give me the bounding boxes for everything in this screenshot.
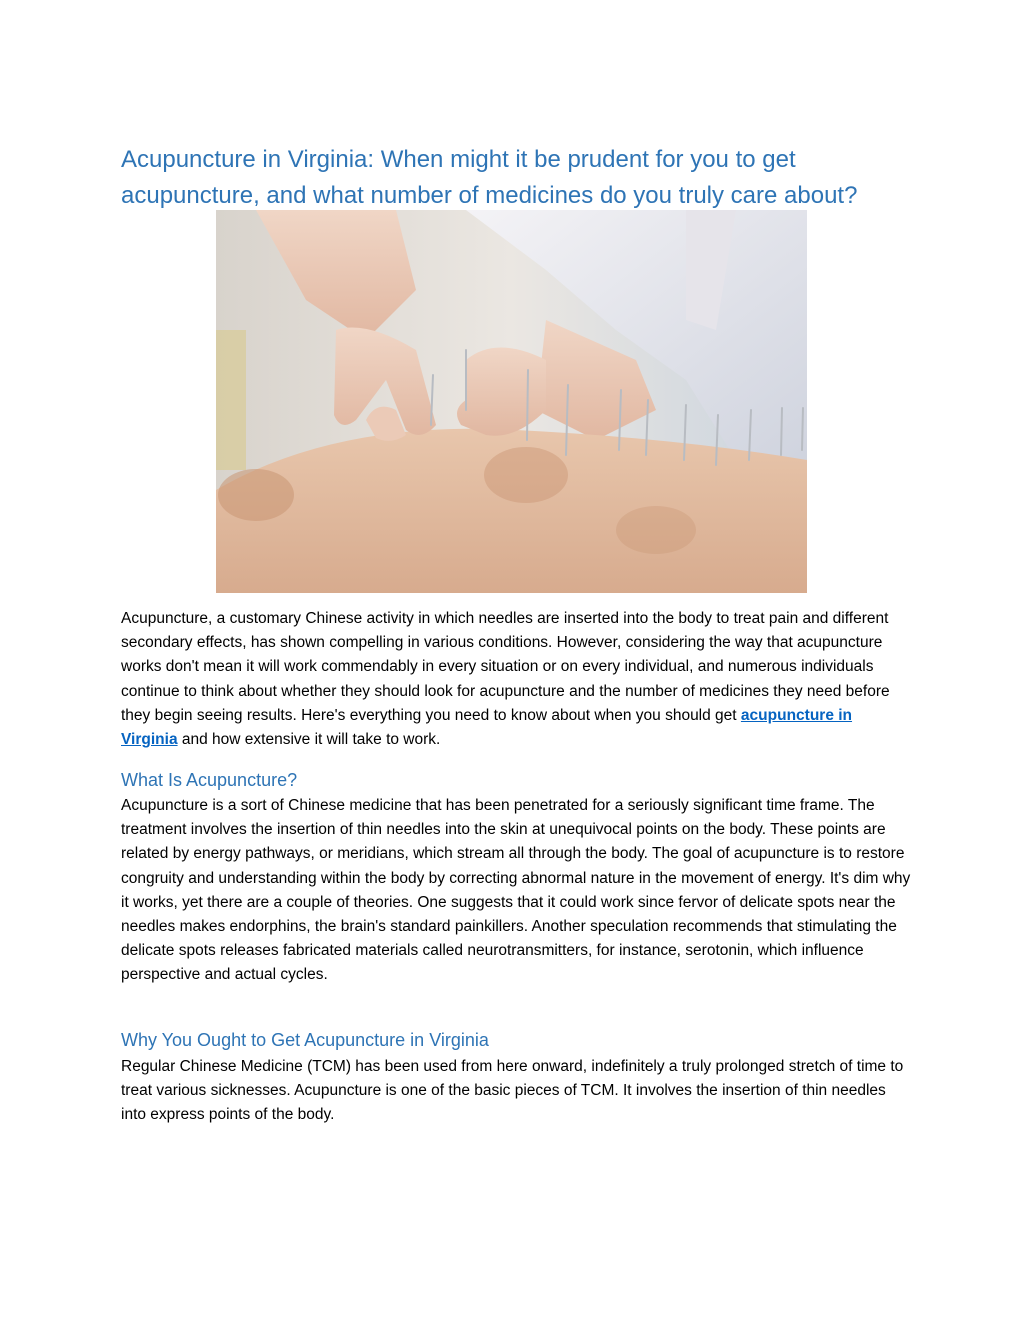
- section-heading-why-get-acupuncture: Why You Ought to Get Acupuncture in Virginia: [121, 1030, 489, 1050]
- acupuncture-photo-graphic: [216, 210, 807, 593]
- section-heading-what-is-acupuncture: What Is Acupuncture?: [121, 770, 298, 790]
- intro-text-before-link: Acupuncture, a customary Chinese activity in which needles are inserted into the body to treat pain and different secondary effects, has shown compelling in various conditions. However, considering the way that acupuncture works don't mean it will work commendably in every situation or on every individual, and numerous individuals continue to think about whether they should look for acupuncture and the number of medicines they need before they begin seeing results. Here's everything you need to know about when you should get: [121, 610, 890, 724]
- acupuncture-photo: [216, 210, 807, 593]
- acupuncture-in-virginia-link[interactable]: acupuncture in Virginia: [121, 706, 853, 749]
- intro-text-after-link: and how extensive it will take to work.: [177, 731, 441, 749]
- section-body-what-is-acupuncture: Acupuncture is a sort of Chinese medicine that has been penetrated for a seriously significant time frame. The treatment involves the insertion of thin needles into the skin at unequivocal points on the body. These points are related by energy pathways, or meridians, which stream all through the body. The goal of acupuncture is to restore congruity and understanding within the body by correcting abnormal nature in the movement of energy. It's dim why it works, yet there are a couple of theories. One suggests that it could work since fervor of delicate spots near the needles makes endorphins, the brain's standard painkillers. Another speculation recommends that stimulating the delicate spots releases fabricated materials called neurotransmitters, for instance, serotonin, which influence perspective and actual cycles.: [121, 797, 911, 984]
- page-title: Acupuncture in Virginia: When might it be prudent for you to get acupuncture, and what number of medicines do you truly care about?: [121, 146, 858, 209]
- intro-paragraph: [121, 607, 911, 752]
- section-body-why-get-acupuncture: Regular Chinese Medicine (TCM) has been used from here onward, indefinitely a truly prolonged stretch of time to treat various sicknesses. Acupuncture is one of the basic pieces of TCM. It involves the insertion of thin needles into express points of the body.: [121, 1058, 904, 1124]
